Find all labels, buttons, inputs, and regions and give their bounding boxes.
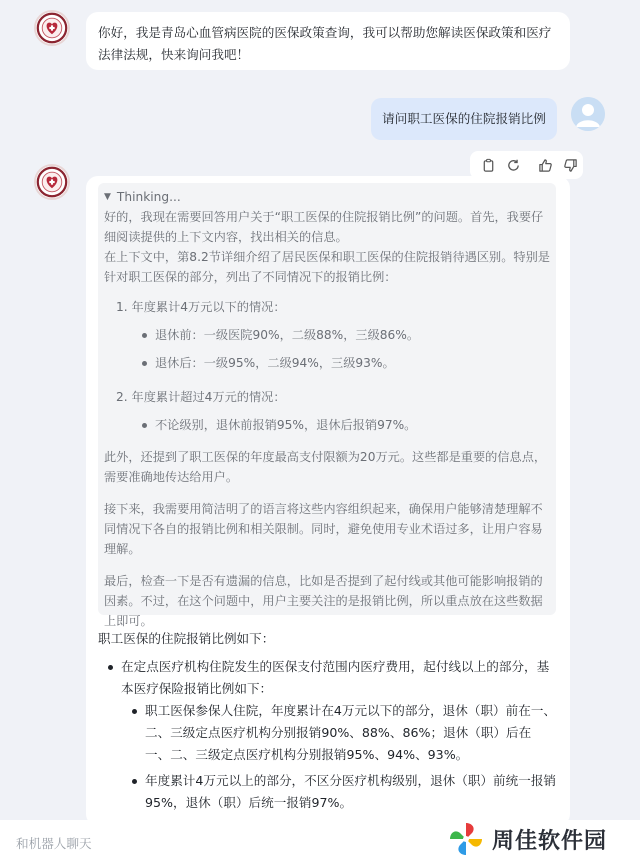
thinking-sub-item (142, 325, 550, 345)
watermark-text: 周佳软件园 (492, 828, 608, 854)
thinking-label: Thinking... (116, 190, 181, 204)
thinking-paragraph: 此外，还提到了职工医保的年度最高支付限额为20万元。这些都是重要的信息点，需要准确地传达给用户。 (104, 450, 547, 484)
copy-button[interactable] (476, 154, 501, 176)
thinking-toggle[interactable] (104, 187, 550, 207)
answer-sub-bullet-text: 职工医保参保人住院，年度累计在4万元以下的部分，退休（职）前在一、二、三级定点医疗机构分别报销90%、88%、86%；退休（职）后在一、二、三级定点医疗机构分别报销95%、94%、93%。 (145, 703, 557, 762)
dislike-button[interactable] (558, 154, 583, 176)
thinking-panel (98, 183, 556, 628)
thinking-sub-item (142, 415, 550, 435)
user-message (371, 98, 557, 140)
regenerate-button[interactable] (501, 154, 526, 176)
chat-input-placeholder[interactable]: 和机器人聊天 (16, 836, 92, 851)
answer-content (98, 628, 556, 838)
thinking-list-item: 2. 年度累计超过4万元的情况： (116, 390, 286, 404)
answer-sub-bullet-text: 年度累计4万元以上的部分，不区分医疗机构级别，退休（职）前统一报销95%，退休（职）后统一报销97%。 (145, 773, 557, 810)
user-message-text: 请问职工医保的住院报销比例 (382, 111, 546, 126)
thinking-list-item: 1. 年度累计4万元以下的情况： (116, 300, 286, 314)
answer-bullet-text: 在定点医疗机构住院发生的医保支付范围内医疗费用，起付线以上的部分，基本医疗保险报销比例如下： (121, 659, 550, 696)
welcome-message-text: 你好，我是青岛心血管病医院的医保政策查询，我可以帮助您解读医保政策和医疗法律法规，快来询问我吧！ (98, 25, 552, 62)
user-avatar (571, 97, 605, 131)
caret-down-icon: ▼ (104, 192, 111, 202)
watermark (446, 818, 607, 860)
thinking-sub-item-text: 退休前：一级医院90%，二级88%，三级86%。 (155, 328, 420, 342)
thinking-paragraph: 好的，我现在需要回答用户关于“职工医保的住院报销比例”的问题。首先，我要仔细阅读提供的上下文内容，找出相关的信息。 (104, 210, 544, 244)
thinking-paragraph: 在上下文中，第8.2节详细介绍了居民医保和职工医保的住院报销待遇区别。特别是针对职工医保的部分，列出了不同情况下的报销比例： (104, 250, 550, 284)
answer-heading: 职工医保的住院报销比例如下： (98, 631, 275, 646)
message-actions (470, 151, 583, 179)
welcome-message (86, 12, 570, 70)
answer-sub-bullet (132, 770, 556, 814)
like-button[interactable] (533, 154, 558, 176)
user-icon (571, 97, 605, 131)
bot-avatar (34, 164, 70, 200)
thinking-paragraph: 接下来，我需要用简洁明了的语言将这些内容组织起来，确保用户能够清楚理解不同情况下各自的报销比例和相关限制。同时，避免使用专业术语过多，让用户容易理解。 (104, 502, 543, 556)
thinking-sub-item (142, 353, 550, 373)
thumbs-up-icon (538, 158, 553, 173)
thinking-sub-item-text: 不论级别，退休前报销95%，退休后报销97%。 (155, 418, 417, 432)
thinking-paragraph: 最后，检查一下是否有遗漏的信息，比如是否提到了起付线或其他可能影响报销的因素。不过，在这个问题中，用户主要关注的是报销比例，所以重点放在这些数据上即可。 (104, 574, 543, 628)
pinwheel-logo-icon (446, 819, 486, 859)
refresh-icon (506, 158, 521, 173)
copy-icon (481, 158, 496, 173)
thumbs-down-icon (563, 158, 578, 173)
hospital-logo-icon (36, 12, 68, 44)
answer-sub-bullet (132, 700, 556, 766)
bot-avatar (34, 10, 70, 46)
hospital-logo-icon (36, 166, 68, 198)
answer-bullet (108, 656, 556, 700)
thinking-sub-item-text: 退休后：一级95%，二级94%，三级93%。 (155, 356, 395, 370)
